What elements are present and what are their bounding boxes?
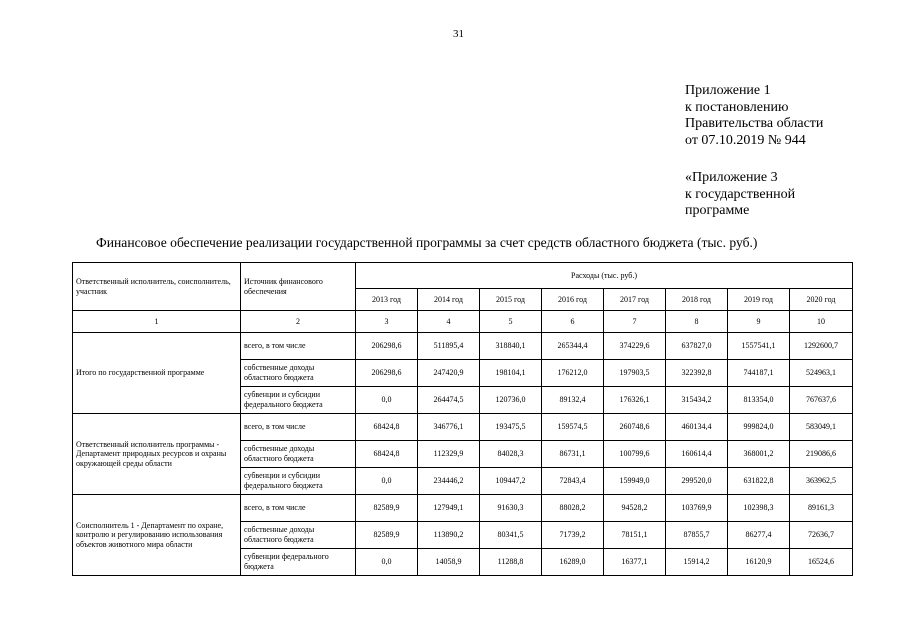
column-number: 3 — [356, 311, 418, 333]
value-cell: 127949,1 — [418, 495, 480, 522]
value-cell: 87855,7 — [666, 522, 728, 549]
year-header: 2016 год — [542, 289, 604, 311]
appendix-1-line: от 07.10.2019 № 944 — [685, 132, 806, 148]
value-cell: 1557541,1 — [728, 333, 790, 360]
value-cell: 813354,0 — [728, 387, 790, 414]
value-cell: 159574,5 — [542, 414, 604, 441]
value-cell: 120736,0 — [480, 387, 542, 414]
value-cell: 78151,1 — [604, 522, 666, 549]
value-cell: 198104,1 — [480, 360, 542, 387]
value-cell: 0,0 — [356, 387, 418, 414]
column-number: 10 — [790, 311, 853, 333]
page-bottom-edge — [72, 605, 857, 640]
value-cell: 176326,1 — [604, 387, 666, 414]
value-cell: 94528,2 — [604, 495, 666, 522]
column-number: 8 — [666, 311, 728, 333]
value-cell: 374229,6 — [604, 333, 666, 360]
source-cell: всего, в том числе — [241, 333, 356, 360]
value-cell: 14058,9 — [418, 549, 480, 576]
source-cell: субвенции федерального бюджета — [241, 549, 356, 576]
value-cell: 86731,1 — [542, 441, 604, 468]
column-number: 2 — [241, 311, 356, 333]
value-cell: 84028,3 — [480, 441, 542, 468]
appendix-1-line: Приложение 1 — [685, 83, 771, 98]
budget-table — [72, 262, 853, 576]
value-cell: 16524,6 — [790, 549, 853, 576]
value-cell: 744187,1 — [728, 360, 790, 387]
source-cell: собственные доходы областного бюджета — [241, 360, 356, 387]
source-cell: всего, в том числе — [241, 414, 356, 441]
value-cell: 1292600,7 — [790, 333, 853, 360]
source-cell: собственные доходы областного бюджета — [241, 522, 356, 549]
appendix-1-line: к постановлению — [685, 99, 789, 115]
value-cell: 112329,9 — [418, 441, 480, 468]
document-title: Финансовое обеспечение реализации государственной программы за счет средств областного бюджета (тыс. руб.) — [96, 235, 758, 250]
value-cell: 637827,0 — [666, 333, 728, 360]
value-cell: 219086,6 — [790, 441, 853, 468]
source-cell: субвенции и субсидии федерального бюджета — [241, 387, 356, 414]
value-cell: 315434,2 — [666, 387, 728, 414]
value-cell: 160614,4 — [666, 441, 728, 468]
value-cell: 102398,3 — [728, 495, 790, 522]
value-cell: 318840,1 — [480, 333, 542, 360]
executor-cell: Итого по государственной программе — [73, 333, 241, 414]
column-number: 6 — [542, 311, 604, 333]
value-cell: 206298,6 — [356, 360, 418, 387]
column-number: 4 — [418, 311, 480, 333]
value-cell: 82589,9 — [356, 522, 418, 549]
executor-cell: Ответственный исполнитель программы - Департамент природных ресурсов и охраны окружающей среды области — [73, 414, 241, 495]
value-cell: 247420,9 — [418, 360, 480, 387]
value-cell: 368001,2 — [728, 441, 790, 468]
appendix-3-header — [685, 170, 795, 220]
year-header: 2018 год — [666, 289, 728, 311]
value-cell: 511895,4 — [418, 333, 480, 360]
table-row — [73, 495, 853, 522]
value-cell: 72636,7 — [790, 522, 853, 549]
value-cell: 346776,1 — [418, 414, 480, 441]
appendix-1-line: Правительства области — [685, 116, 824, 131]
value-cell: 15914,2 — [666, 549, 728, 576]
page-number: 31 — [453, 28, 464, 40]
source-cell: собственные доходы областного бюджета — [241, 441, 356, 468]
value-cell: 631822,8 — [728, 468, 790, 495]
header-source: Источник финансового обеспечения — [241, 263, 356, 311]
appendix-3-line: программе — [685, 203, 750, 218]
value-cell: 103769,9 — [666, 495, 728, 522]
value-cell: 89161,3 — [790, 495, 853, 522]
value-cell: 109447,2 — [480, 468, 542, 495]
value-cell: 197903,5 — [604, 360, 666, 387]
year-header: 2019 год — [728, 289, 790, 311]
value-cell: 767637,6 — [790, 387, 853, 414]
year-header: 2017 год — [604, 289, 666, 311]
appendix-3-line: «Приложение 3 — [685, 170, 778, 185]
value-cell: 260748,6 — [604, 414, 666, 441]
value-cell: 322392,8 — [666, 360, 728, 387]
header-executor: Ответственный исполнитель, соисполнитель, участник — [73, 263, 241, 311]
executor-cell: Соисполнитель 1 - Департамент по охране, контролю и регулированию использования объектов животного мира области — [73, 495, 241, 576]
table-row — [73, 333, 853, 360]
value-cell: 72843,4 — [542, 468, 604, 495]
value-cell: 16289,0 — [542, 549, 604, 576]
value-cell: 100799,6 — [604, 441, 666, 468]
value-cell: 176212,0 — [542, 360, 604, 387]
header-expenses: Расходы (тыс. руб.) — [356, 263, 853, 289]
value-cell: 0,0 — [356, 549, 418, 576]
value-cell: 82589,9 — [356, 495, 418, 522]
year-header: 2014 год — [418, 289, 480, 311]
appendix-1-header — [685, 83, 823, 149]
value-cell: 68424,8 — [356, 441, 418, 468]
year-header: 2013 год — [356, 289, 418, 311]
value-cell: 89132,4 — [542, 387, 604, 414]
column-number: 5 — [480, 311, 542, 333]
value-cell: 999824,0 — [728, 414, 790, 441]
value-cell: 206298,6 — [356, 333, 418, 360]
value-cell: 159949,0 — [604, 468, 666, 495]
source-cell: субвенции и субсидии федерального бюджета — [241, 468, 356, 495]
value-cell: 71739,2 — [542, 522, 604, 549]
column-numbers-row — [73, 311, 853, 333]
value-cell: 299520,0 — [666, 468, 728, 495]
value-cell: 193475,5 — [480, 414, 542, 441]
value-cell: 524963,1 — [790, 360, 853, 387]
source-cell: всего, в том числе — [241, 495, 356, 522]
value-cell: 91630,3 — [480, 495, 542, 522]
value-cell: 113890,2 — [418, 522, 480, 549]
year-header: 2020 год — [790, 289, 853, 311]
appendix-3-line: к государственной — [685, 186, 796, 202]
value-cell: 86277,4 — [728, 522, 790, 549]
year-header: 2015 год — [480, 289, 542, 311]
column-number: 9 — [728, 311, 790, 333]
value-cell: 16120,9 — [728, 549, 790, 576]
value-cell: 265344,4 — [542, 333, 604, 360]
value-cell: 88028,2 — [542, 495, 604, 522]
value-cell: 80341,5 — [480, 522, 542, 549]
table-row — [73, 414, 853, 441]
column-number: 1 — [73, 311, 241, 333]
value-cell: 11288,8 — [480, 549, 542, 576]
column-number: 7 — [604, 311, 666, 333]
value-cell: 234446,2 — [418, 468, 480, 495]
value-cell: 363962,5 — [790, 468, 853, 495]
value-cell: 264474,5 — [418, 387, 480, 414]
value-cell: 68424,8 — [356, 414, 418, 441]
value-cell: 460134,4 — [666, 414, 728, 441]
value-cell: 583049,1 — [790, 414, 853, 441]
value-cell: 16377,1 — [604, 549, 666, 576]
value-cell: 0,0 — [356, 468, 418, 495]
